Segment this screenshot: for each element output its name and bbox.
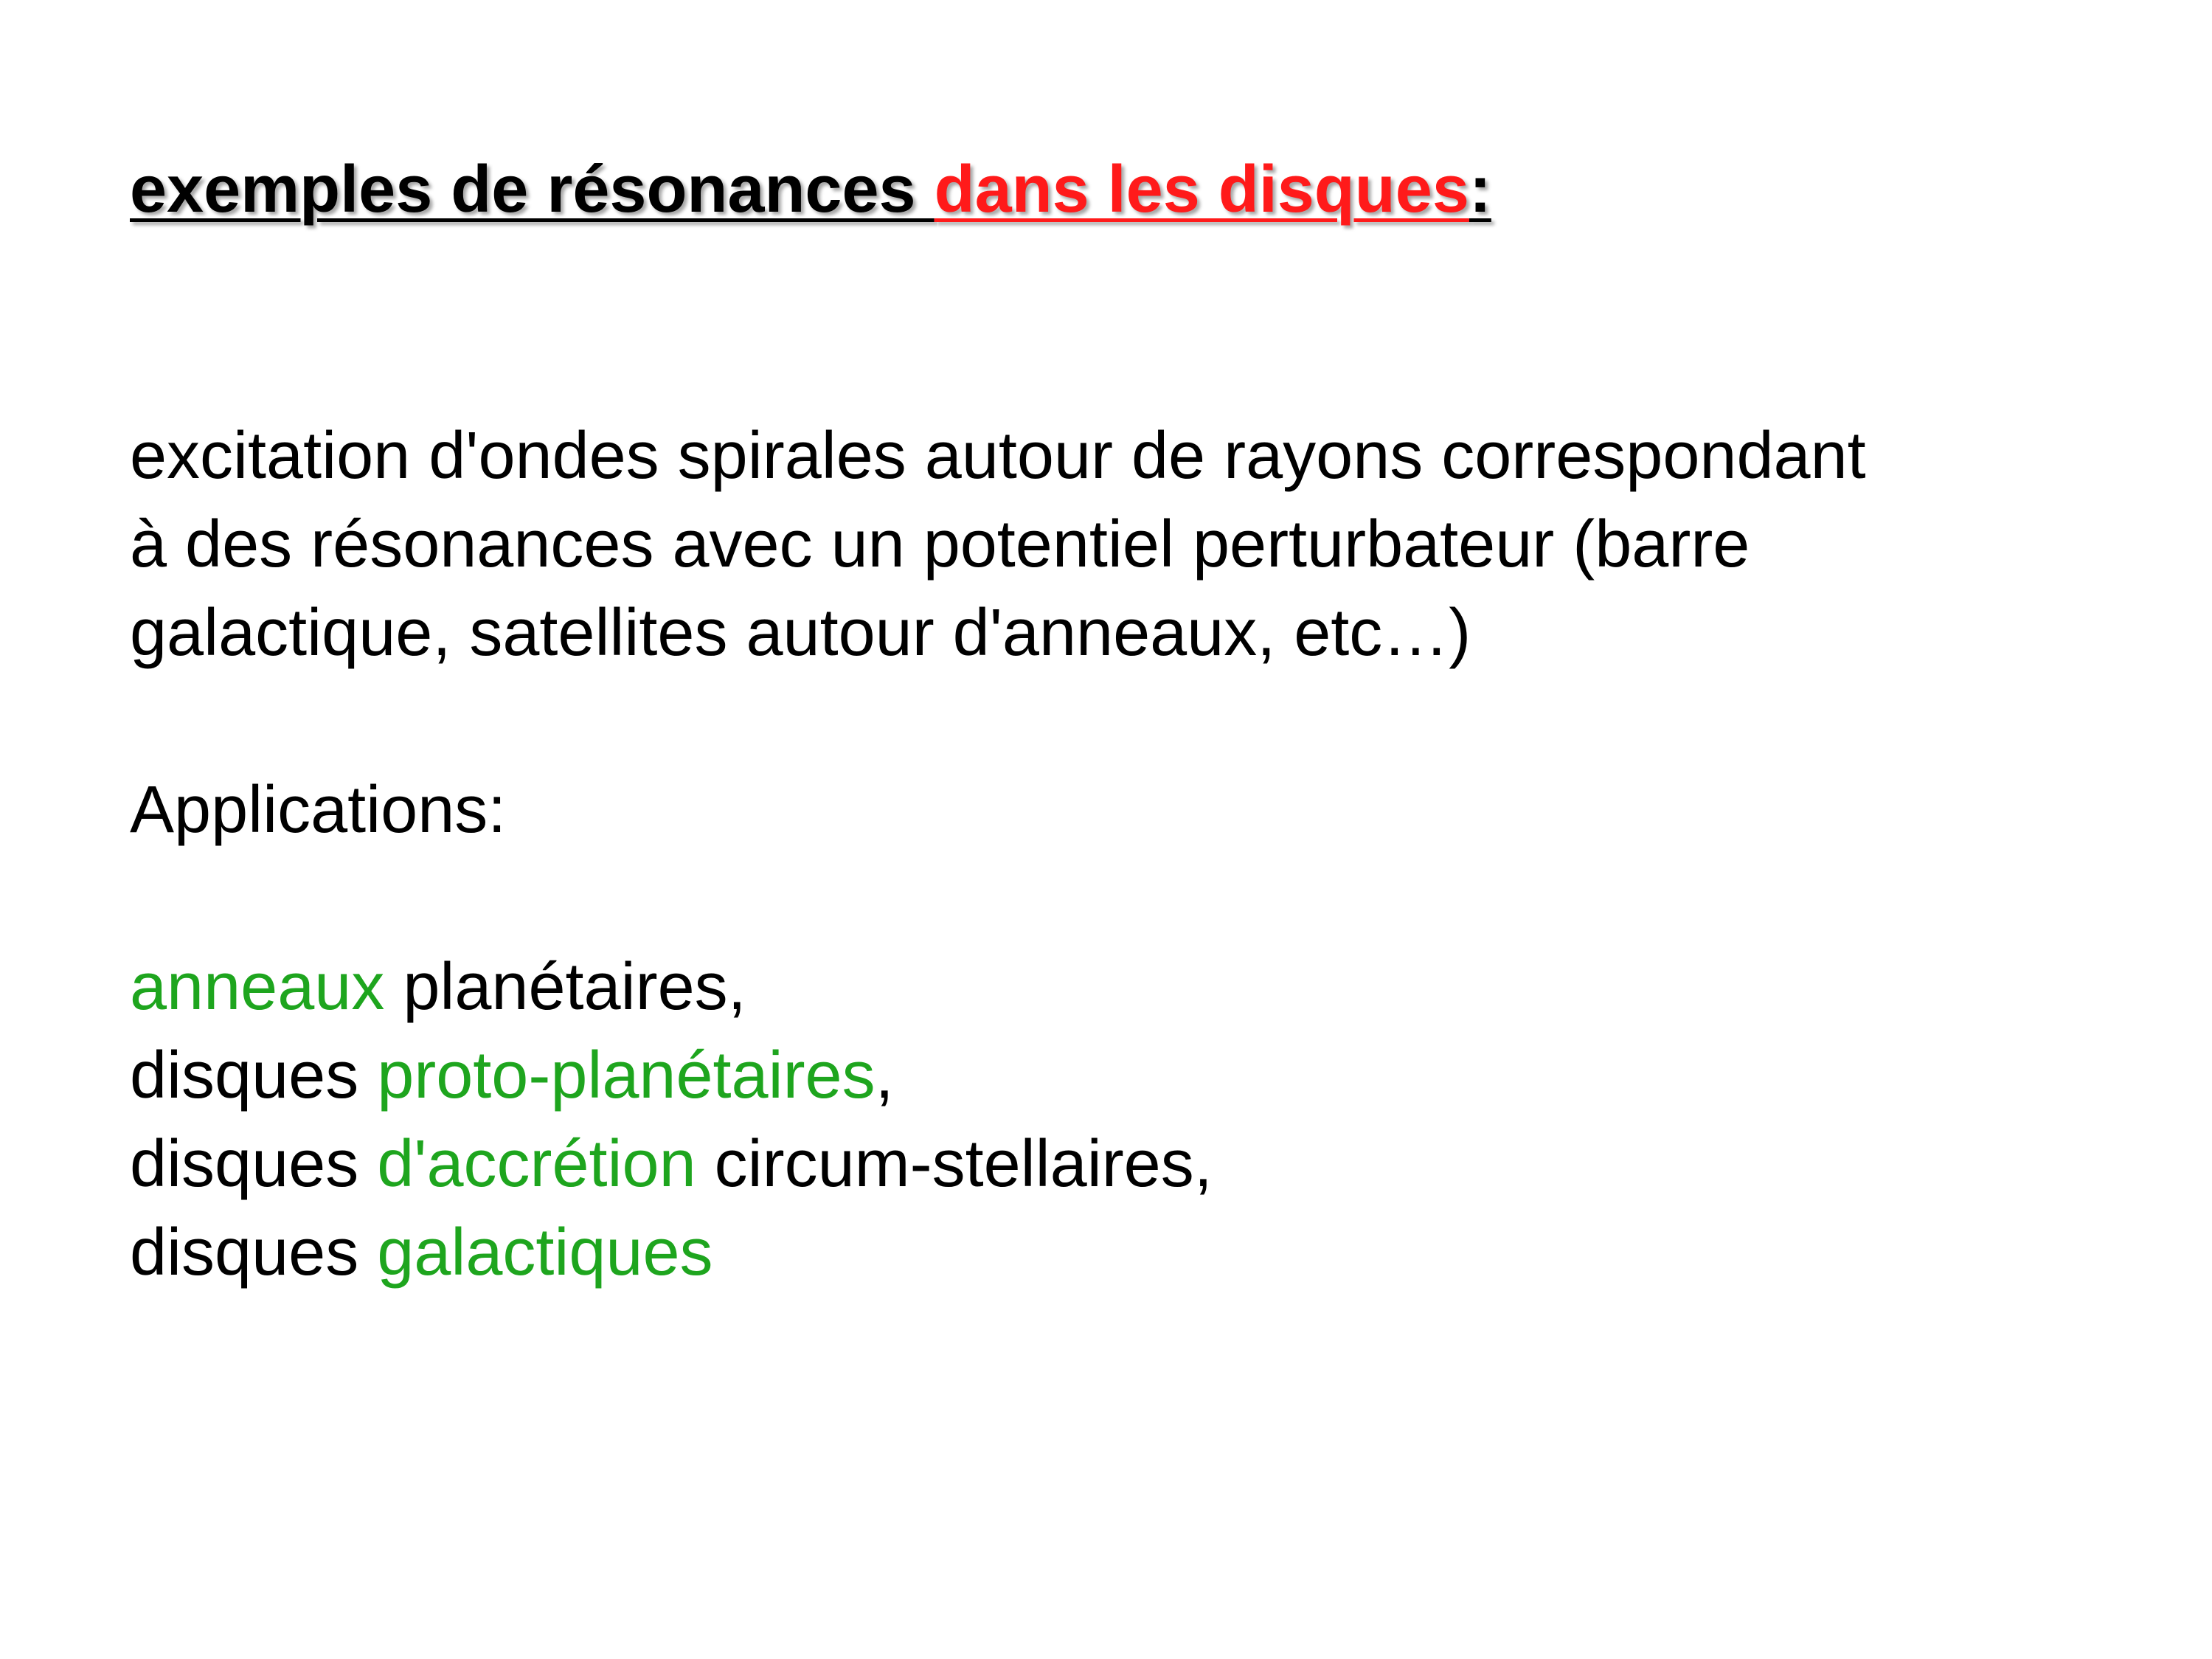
list-item-highlight: d'accrétion	[377, 1127, 696, 1201]
paragraph-line-3: galactique, satellites autour d'anneaux, etc…)	[130, 596, 1471, 670]
list-item	[130, 943, 1213, 1031]
list-item-highlight: anneaux	[130, 950, 385, 1024]
applications-list	[130, 943, 1213, 1297]
description-paragraph	[130, 412, 1866, 677]
list-item-highlight: proto-planétaires	[377, 1039, 876, 1112]
list-item-text: planétaires,	[384, 950, 746, 1024]
title-part-black: exemples de résonances	[130, 153, 935, 226]
applications-heading: Applications:	[130, 773, 507, 847]
list-item-highlight: galactiques	[377, 1216, 713, 1289]
list-item-text: ,	[875, 1039, 894, 1112]
title-part-red: dans les disques	[934, 153, 1469, 226]
list-item-text: disques	[130, 1127, 378, 1201]
list-item	[130, 1208, 1213, 1297]
paragraph-line-2: à des résonances avec un potentiel perturbateur (barre	[130, 508, 1750, 581]
list-item-text: disques	[130, 1216, 378, 1289]
list-item-text: circum-stellaires,	[696, 1127, 1213, 1201]
paragraph-line-1: excitation d'ondes spirales autour de rayons correspondant	[130, 419, 1866, 493]
list-item	[130, 1120, 1213, 1208]
list-item-text: disques	[130, 1039, 378, 1112]
list-item	[130, 1031, 1213, 1120]
slide-title	[130, 153, 1491, 226]
title-colon: :	[1469, 153, 1491, 226]
